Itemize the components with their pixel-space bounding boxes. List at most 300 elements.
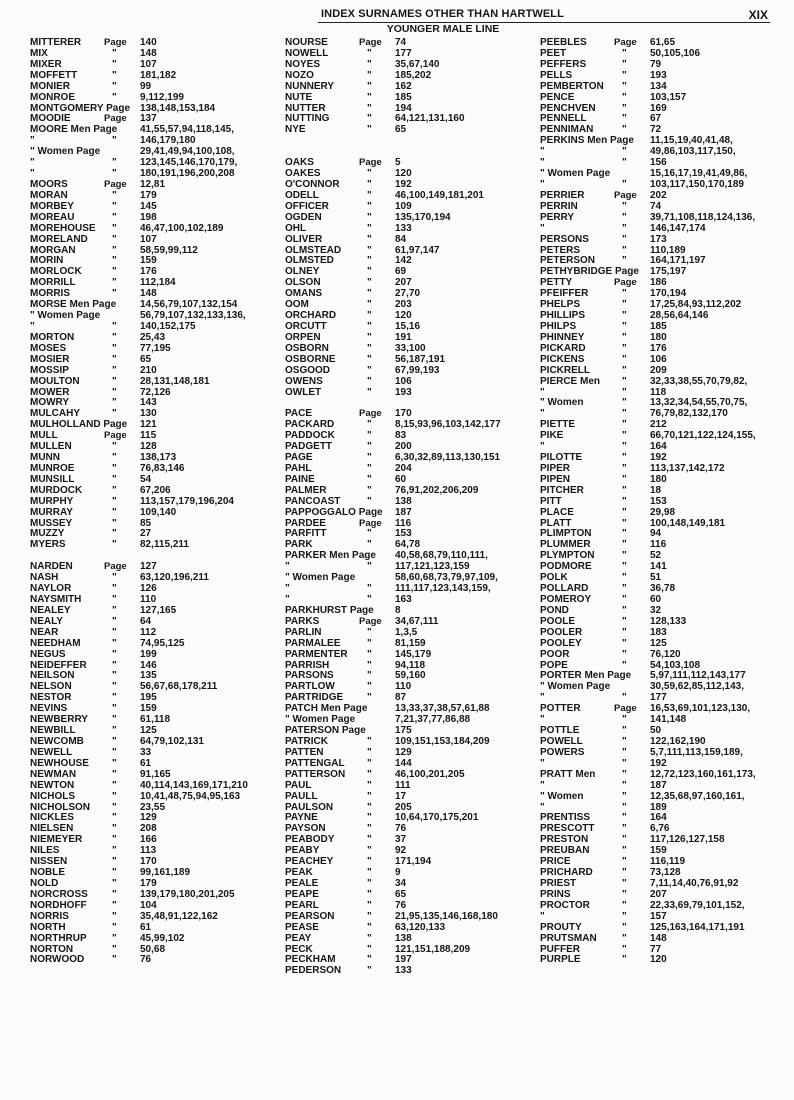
page-numbers: 64,121,131,160 (395, 113, 465, 125)
ditto-mark: " (622, 746, 627, 758)
page-numbers: 203 (395, 299, 412, 311)
page-numbers: 64,78 (395, 539, 421, 551)
page-label: Page (104, 561, 127, 573)
page-numbers: 67,99,193 (395, 364, 440, 376)
surname: NASH (30, 572, 59, 584)
page-numbers: 185,202 (395, 69, 432, 81)
ditto-mark: " (367, 364, 372, 376)
ditto-mark: " (622, 113, 627, 125)
ditto-mark: " (622, 47, 627, 59)
surname: " (285, 583, 290, 595)
surname: NOURSE (285, 37, 328, 48)
ditto-mark: " (367, 757, 372, 769)
page-numbers: 128 (140, 441, 157, 453)
ditto-mark: " (112, 244, 117, 256)
surname: " Women Page (540, 681, 611, 693)
ditto-mark: " (112, 725, 117, 737)
index-entry (285, 835, 537, 846)
page-numbers: 189 (650, 801, 667, 813)
surname: MORRILL (30, 277, 76, 289)
page-numbers: 35,48,91,122,162 (140, 910, 218, 922)
ditto-mark: " (622, 659, 627, 671)
surname: MULL (30, 430, 58, 442)
index-entry (285, 224, 537, 235)
index-entry (285, 923, 537, 934)
surname: NORTH (30, 921, 66, 933)
surname: PROCTOR (540, 899, 590, 911)
surname: ORCUTT (285, 320, 327, 332)
page-numbers: 118 (650, 386, 667, 398)
surname: NEWMAN (30, 768, 77, 780)
index-entry (540, 781, 788, 792)
index-entry (30, 508, 282, 519)
surname: " Women Page (30, 146, 101, 158)
ditto-mark: " (112, 266, 117, 278)
page-numbers: 46,100,201,205 (395, 768, 465, 780)
surname: OWENS (285, 375, 323, 387)
ditto-mark: " (622, 69, 627, 81)
surname: PERKINS Men Page (540, 135, 634, 147)
page-numbers: 159 (140, 703, 157, 715)
ditto-mark: " (622, 812, 627, 824)
index-entry (285, 377, 537, 388)
ditto-mark: " (112, 801, 117, 813)
surname: OOM (285, 299, 309, 311)
page-numbers: 130 (140, 408, 157, 420)
ditto-mark: " (622, 648, 627, 660)
page-label: Page (614, 277, 637, 289)
page-numbers: 13,32,34,54,55,70,75, (650, 397, 748, 409)
surname: NUNNERY (285, 80, 335, 92)
surname: PENCHVEN (540, 102, 596, 114)
surname: MORAN (30, 189, 68, 201)
surname: POTTLE (540, 725, 580, 737)
ditto-mark: " (367, 277, 372, 289)
page-numbers: 210 (140, 364, 157, 376)
ditto-mark: " (112, 408, 117, 420)
surname: PODMORE (540, 561, 592, 573)
page-numbers: 185 (650, 320, 667, 332)
ditto-mark: " (367, 299, 372, 311)
page-numbers: 77,195 (140, 342, 171, 354)
page-numbers: 76,120 (650, 648, 681, 660)
surname: PLIMPTON (540, 528, 592, 540)
surname: MURRAY (30, 506, 73, 518)
ditto-mark: " (112, 222, 117, 234)
page-numbers: 170,194 (650, 288, 687, 300)
page-label: Page (104, 113, 127, 125)
index-entry (285, 235, 537, 246)
page-numbers: 113 (140, 845, 157, 857)
ditto-mark: " (367, 790, 372, 802)
index-entry (540, 923, 788, 934)
surname: PEARSON (285, 910, 335, 922)
surname: POPE (540, 659, 568, 671)
page-numbers: 65 (395, 888, 407, 900)
page-numbers: 13,33,37,38,57,61,88 (395, 703, 490, 715)
surname: " Women Page (540, 168, 611, 180)
page-numbers: 8 (395, 604, 401, 616)
surname: NEIDEFFER (30, 659, 87, 671)
ditto-mark: " (367, 266, 372, 278)
surname: MYERS (30, 539, 66, 551)
surname: NUTE (285, 91, 313, 103)
page-label: Page (359, 517, 382, 529)
page-numbers: 176 (650, 342, 667, 354)
surname: MURDOCK (30, 484, 83, 496)
ditto-mark: " (622, 495, 627, 507)
surname: PARLIN (285, 626, 322, 638)
page-numbers: 176 (140, 266, 157, 278)
index-entry (285, 868, 537, 879)
surname: NEVINS (30, 703, 68, 715)
page-label: Page (104, 430, 127, 442)
surname: ORCHARD (285, 310, 337, 322)
ditto-mark: " (622, 288, 627, 300)
page-numbers: 116,119 (650, 856, 686, 868)
ditto-mark: " (367, 888, 372, 900)
ditto-mark: " (112, 746, 117, 758)
page-numbers: 25,43 (140, 331, 166, 343)
page-numbers: 113,137,142,172 (650, 462, 725, 474)
page-numbers: 67 (650, 113, 662, 125)
ditto-mark: " (367, 419, 372, 431)
ditto-mark: " (622, 244, 627, 256)
ditto-mark: " (367, 495, 372, 507)
ditto-mark: " (367, 877, 372, 889)
ditto-mark: " (112, 921, 117, 933)
page-numbers: 135,170,194 (395, 211, 451, 223)
ditto-mark: " (367, 353, 372, 365)
surname: " (540, 386, 545, 398)
surname: PEARL (285, 899, 319, 911)
page-numbers: 46,47,100,102,189 (140, 222, 224, 234)
page-numbers: 115 (140, 430, 157, 442)
surname: NOBLE (30, 867, 65, 879)
ditto-mark: " (622, 910, 627, 922)
surname: PENCE (540, 91, 575, 103)
index-entry (540, 224, 788, 235)
ditto-mark: " (367, 670, 372, 682)
page-numbers: 117,126,127,158 (650, 834, 725, 846)
surname: PORTER Men Page (540, 670, 632, 682)
surname: POMEROY (540, 594, 592, 606)
ditto-mark: " (622, 386, 627, 398)
index-entry (285, 639, 537, 650)
surname: NORWOOD (30, 954, 85, 966)
page-numbers: 33,100 (395, 342, 426, 354)
surname: PEAK (285, 867, 313, 879)
index-entry (285, 650, 537, 661)
index-entry (540, 595, 788, 606)
ditto-mark: " (622, 768, 627, 780)
page-numbers: 30,59,62,85,112,143, (650, 681, 744, 693)
page-numbers: 180 (650, 473, 667, 485)
surname: NEWCOMB (30, 736, 84, 747)
surname: MOORE Men Page (30, 124, 118, 136)
surname: MORBEY (30, 200, 74, 212)
surname: PARK (285, 539, 313, 551)
surname: PITCHER (540, 484, 584, 496)
ditto-mark: " (622, 899, 627, 911)
surname: MOSES (30, 342, 67, 354)
ditto-mark: " (367, 823, 372, 835)
page-numbers: 166 (140, 834, 157, 846)
surname: PACE (285, 408, 313, 420)
ditto-mark: " (622, 692, 627, 704)
page-numbers: 175,197 (650, 266, 687, 278)
page-numbers: 191 (395, 331, 412, 343)
page-numbers: 157 (650, 910, 667, 922)
surname: PATTERSON (285, 768, 346, 780)
page-numbers: 66,70,121,122,124,155, (650, 430, 756, 442)
index-title: INDEX SURNAMES OTHER THAN HARTWELL (321, 8, 564, 20)
page-numbers: 148 (650, 932, 667, 944)
surname: NICHOLSON (30, 801, 90, 813)
surname: PARMENTER (285, 648, 348, 660)
ditto-mark: " (367, 801, 372, 813)
ditto-mark: " (622, 637, 627, 649)
index-entry (30, 366, 282, 377)
ditto-mark: " (112, 331, 117, 343)
ditto-mark: " (367, 648, 372, 660)
index-entry (30, 540, 282, 551)
page-numbers: 7,11,14,40,76,91,92 (650, 877, 739, 889)
ditto-mark: " (622, 572, 627, 584)
page-numbers: 179 (140, 189, 157, 201)
index-entry (285, 508, 537, 519)
surname: MONTGOMERY Page (30, 102, 131, 114)
page-numbers: 112 (140, 626, 157, 638)
page-numbers: 187 (650, 779, 667, 791)
page-numbers: 10,64,170,175,201 (395, 812, 479, 824)
ditto-mark: " (367, 910, 372, 922)
page-numbers: 208 (140, 823, 157, 835)
surname: NORRIS (30, 910, 69, 922)
page-numbers: 27,70 (395, 288, 421, 300)
surname: PETTY (540, 277, 573, 289)
surname: PICKENS (540, 353, 585, 365)
page-numbers: 199 (140, 648, 157, 660)
page-numbers: 50,105,106 (650, 47, 701, 59)
surname: PRIEST (540, 877, 577, 889)
surname: PENNELL (540, 113, 587, 125)
surname: PACKARD (285, 419, 335, 431)
ditto-mark: " (622, 506, 627, 518)
index-column-2 (285, 38, 537, 977)
page-numbers: 94 (650, 528, 662, 540)
ditto-mark: " (367, 320, 372, 332)
index-entry (30, 420, 282, 431)
surname: PEASE (285, 921, 319, 933)
page-numbers: 112,184 (140, 277, 176, 289)
surname: PADDOCK (285, 430, 335, 442)
surname: PATERSON Page (285, 725, 366, 737)
surname: PANCOAST (285, 495, 341, 507)
ditto-mark: " (112, 277, 117, 289)
page-numbers: 100,148,149,181 (650, 517, 726, 529)
page-label: Page (614, 189, 637, 201)
page-numbers: 142 (395, 255, 412, 267)
page-numbers: 28,131,148,181 (140, 375, 210, 387)
ditto-mark: " (367, 659, 372, 671)
index-entry (540, 650, 788, 661)
surname: OAKS (285, 157, 314, 169)
ditto-mark: " (112, 834, 117, 846)
surname: PELLS (540, 69, 573, 81)
index-entry (30, 923, 282, 934)
ditto-mark: " (367, 102, 372, 114)
page-numbers: 144 (395, 757, 412, 769)
surname: NEAR (30, 626, 59, 638)
ditto-mark: " (112, 856, 117, 868)
page-label: Page (359, 408, 382, 420)
surname: MOWRY (30, 397, 70, 409)
ditto-mark: " (367, 594, 372, 606)
page-numbers: 146,147,174 (650, 222, 706, 234)
page-numbers: 77 (650, 943, 662, 955)
page-numbers: 7,21,37,77,86,88 (395, 714, 471, 726)
page-numbers: 9,112,199 (140, 91, 184, 103)
page-numbers: 159 (650, 845, 667, 857)
page-numbers: 34,67,111 (395, 615, 439, 627)
ditto-mark: " (367, 692, 372, 704)
ditto-mark: " (112, 583, 117, 595)
surname: NISSEN (30, 856, 68, 868)
ditto-mark: " (622, 539, 627, 551)
index-entry (540, 508, 788, 519)
surname: PEABY (285, 845, 320, 857)
surname: PLACE (540, 506, 574, 518)
ditto-mark: " (622, 58, 627, 70)
surname: MULLEN (30, 441, 72, 453)
ditto-mark: " (622, 877, 627, 889)
index-entry (540, 366, 788, 377)
surname: MUNN (30, 452, 60, 464)
index-entry (30, 224, 282, 235)
surname: " (540, 146, 545, 158)
surname: " (285, 561, 290, 573)
page-numbers: 40,58,68,79,110,111, (395, 550, 488, 562)
page-numbers: 23,55 (140, 801, 166, 813)
ditto-mark: " (367, 583, 372, 595)
index-entry (30, 835, 282, 846)
surname: PHINNEY (540, 331, 585, 343)
surname: PILOTTE (540, 452, 583, 464)
page-numbers: 103,117,150,170,189 (650, 178, 744, 190)
surname: PAULSON (285, 801, 334, 813)
page-numbers: 212 (650, 419, 667, 431)
surname: PETHYBRIDGE Page (540, 266, 639, 278)
surname: PEFFERS (540, 58, 587, 70)
surname: NEWELL (30, 746, 73, 758)
ditto-mark: " (112, 594, 117, 606)
ditto-mark: " (112, 200, 117, 212)
surname: PENNIMAN (540, 124, 594, 136)
surname: PITT (540, 495, 562, 507)
ditto-mark: " (112, 375, 117, 387)
page-numbers: 164 (650, 441, 667, 453)
index-entry (30, 606, 282, 617)
page-numbers: 10,41,48,75,94,95,163 (140, 790, 241, 802)
ditto-mark: " (367, 484, 372, 496)
surname: ODELL (285, 189, 319, 201)
ditto-mark: " (367, 441, 372, 453)
surname: PAULL (285, 790, 318, 802)
page-numbers: 58,60,68,73,79,97,109, (395, 572, 498, 584)
ditto-mark: " (367, 342, 372, 354)
index-entry (30, 377, 282, 388)
surname: NOLD (30, 877, 59, 889)
page-numbers: 12,81 (140, 178, 166, 190)
page-numbers: 181,182 (140, 69, 177, 81)
surname: OFFICER (285, 200, 329, 212)
surname: PAGE (285, 452, 313, 464)
ditto-mark: " (622, 452, 627, 464)
surname: " (540, 801, 545, 813)
surname: " Women Page (285, 714, 356, 726)
surname: PRUTSMAN (540, 932, 597, 944)
index-entry (285, 256, 537, 267)
index-column-1 (30, 38, 282, 966)
ditto-mark: " (622, 845, 627, 857)
page-numbers: 198 (140, 211, 157, 223)
index-entry (30, 934, 282, 945)
ditto-mark: " (622, 604, 627, 616)
surname: PHELPS (540, 299, 581, 311)
ditto-mark: " (622, 331, 627, 343)
page-numbers: 17,25,84,93,112,202 (650, 299, 742, 311)
surname: MIXER (30, 58, 62, 70)
page-numbers: 128,133 (650, 615, 687, 627)
page-numbers: 145 (140, 200, 157, 212)
page-numbers: 72 (650, 124, 662, 136)
ditto-mark: " (112, 47, 117, 59)
page-numbers: 200 (395, 441, 412, 453)
page-numbers: 121,151,188,209 (395, 943, 471, 955)
ditto-mark: " (112, 615, 117, 627)
ditto-mark: " (112, 692, 117, 704)
surname: NICHOLS (30, 790, 75, 802)
surname: POOLEY (540, 637, 582, 649)
page-numbers: 163 (395, 594, 412, 606)
ditto-mark: " (367, 168, 372, 180)
page-numbers: 46,100,149,181,201 (395, 189, 484, 201)
page-numbers: 135 (140, 670, 157, 682)
index-entry (540, 639, 788, 650)
surname: PRINS (540, 888, 571, 900)
surname: POLLARD (540, 583, 589, 595)
page-numbers: 87 (395, 692, 407, 704)
page-numbers: 76,91,202,206,209 (395, 484, 479, 496)
ditto-mark: " (367, 386, 372, 398)
surname: NOWELL (285, 47, 329, 59)
surname: PARSONS (285, 670, 334, 682)
page-numbers: 110,189 (650, 244, 686, 256)
page-numbers: 14,56,79,107,132,154 (140, 299, 238, 311)
page-numbers: 111,117,123,143,159, (395, 583, 491, 595)
index-entry (30, 519, 282, 530)
ditto-mark: " (622, 419, 627, 431)
ditto-mark: " (367, 452, 372, 464)
ditto-mark: " (367, 561, 372, 573)
ditto-mark: " (622, 178, 627, 190)
ditto-mark: " (622, 790, 627, 802)
surname: PFEIFFER (540, 288, 589, 300)
page-numbers: 140,152,175 (140, 320, 196, 332)
surname: PLUMMER (540, 539, 591, 551)
surname: " Women (540, 397, 584, 409)
